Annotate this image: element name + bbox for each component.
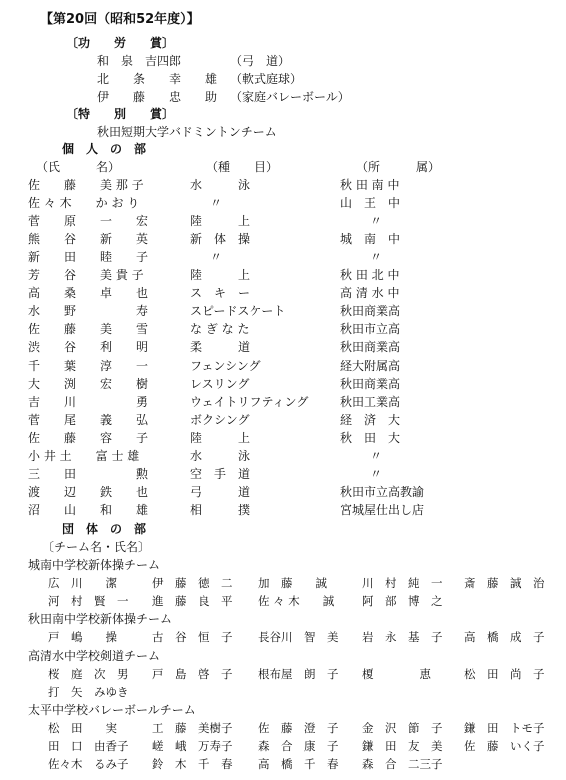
individual-affiliation: 〃 <box>370 448 383 463</box>
individual-event: 〃 <box>210 250 223 265</box>
team-member: 工 藤 美樹子 <box>152 720 233 735</box>
individual-name: 吉 川 勇 <box>28 394 149 409</box>
individual-name: 渋 谷 利 明 <box>28 340 149 355</box>
column-header-event: （種 目） <box>206 160 279 174</box>
individual-affiliation: 経大附属高 <box>340 358 401 373</box>
merit-note: （弓 道） <box>230 54 291 68</box>
merit-note: （軟式庭球） <box>230 72 303 86</box>
team-member: 斎 藤 誠 治 <box>464 576 545 591</box>
individual-affiliation: 宮城屋仕出し店 <box>340 502 425 517</box>
team-member: 古 谷 恒 子 <box>152 630 233 645</box>
team-member: 佐々木 るみ子 <box>48 757 129 772</box>
column-header-affiliation: （所 属） <box>356 160 441 174</box>
team-name: 高清水中学校剣道チーム <box>28 648 161 663</box>
merit-note: （家庭バレーボール） <box>230 90 350 104</box>
individual-affiliation: 秋田工業高 <box>340 394 401 409</box>
individual-name: 佐 藤 美 雪 <box>28 322 149 337</box>
team-member: 戸 嶋 操 <box>48 630 117 645</box>
column-header-name: （氏 名） <box>36 160 121 174</box>
individual-affiliation: 高 清 水 中 <box>340 286 400 301</box>
team-name: 太平中学校バレーボールチーム <box>28 702 196 717</box>
individual-event: 陸 上 <box>190 214 251 229</box>
team-member: 根布屋 朗 子 <box>258 666 339 681</box>
team-member: 加 藤 誠 <box>258 576 327 591</box>
individual-event: な ぎ な た <box>190 322 250 337</box>
individual-name: 佐 々 木 か お り <box>28 196 140 211</box>
special-award-heading: 〔特 別 賞〕 <box>66 107 175 121</box>
team-member: 金 沢 節 子 <box>362 720 443 735</box>
individual-name: 渡 辺 鉄 也 <box>28 484 149 499</box>
individual-name: 高 桑 卓 也 <box>28 286 149 301</box>
individual-event: ウェイトリフティング <box>190 394 309 409</box>
individual-name: 沼 山 和 雄 <box>28 502 149 517</box>
team-member: 川 村 純 一 <box>362 576 443 591</box>
team-member: 桜 庭 次 男 <box>48 666 129 681</box>
individual-affiliation: 秋 田 大 <box>340 430 401 445</box>
team-member: 松 田 実 <box>48 720 117 735</box>
team-name: 秋田南中学校新体操チーム <box>28 612 173 627</box>
individual-event: 陸 上 <box>190 268 251 283</box>
individual-name: 新 田 睦 子 <box>28 250 149 265</box>
individual-event: 水 泳 <box>190 178 251 192</box>
team-member: 高 橋 千 春 <box>258 757 339 772</box>
individual-event: 水 泳 <box>190 448 251 463</box>
individual-name: 菅 原 一 宏 <box>28 214 149 229</box>
team-member: 榎 恵 <box>362 666 431 681</box>
individual-name: 菅 尾 義 弘 <box>28 412 149 427</box>
team-member: 松 田 尚 子 <box>464 666 545 681</box>
team-member: 進 藤 良 平 <box>152 594 233 609</box>
merit-award-heading: 〔功 労 賞〕 <box>66 36 175 50</box>
team-member: 打 矢 みゆき <box>48 684 129 699</box>
individual-affiliation: 〃 <box>370 466 383 481</box>
individual-name: 佐 藤 美 那 子 <box>28 178 144 192</box>
team-member: 森 合 康 子 <box>258 739 339 753</box>
team-member: 森 合 二三子 <box>362 757 443 772</box>
individual-affiliation: 秋 田 北 中 <box>340 268 400 283</box>
team-member: 鎌 田 友 美 <box>362 739 443 753</box>
individual-affiliation: 山 王 中 <box>340 196 401 211</box>
individual-event: 空 手 道 <box>190 466 251 481</box>
individual-affiliation: 秋田商業高 <box>340 340 401 355</box>
group-column-header: 〔チーム名・氏名〕 <box>42 540 151 554</box>
individual-event: ボクシング <box>190 412 250 427</box>
team-member: 戸 島 啓 子 <box>152 666 233 681</box>
merit-name: 北 条 幸 雄 <box>97 72 218 86</box>
individual-name: 大 渕 宏 樹 <box>28 376 149 391</box>
individual-event: フェンシング <box>190 358 261 373</box>
individual-affiliation: 秋田商業高 <box>340 304 401 319</box>
individual-event: 陸 上 <box>190 430 251 445</box>
merit-name: 伊 藤 忠 助 <box>97 90 218 104</box>
team-member: 佐 藤 澄 子 <box>258 720 339 735</box>
individual-event: 相 撲 <box>190 502 251 517</box>
team-member: 阿 部 博 之 <box>362 594 443 609</box>
group-section-heading: 団 体 の 部 <box>62 522 147 536</box>
team-member: 佐 藤 いく子 <box>464 739 545 753</box>
individual-name: 熊 谷 新 英 <box>28 232 149 247</box>
individual-name: 芳 谷 美 貴 子 <box>28 268 144 283</box>
team-member: 河 村 賢 一 <box>48 594 129 609</box>
team-member: 広 川 潔 <box>48 576 117 591</box>
team-member: 鈴 木 千 春 <box>152 757 233 772</box>
individual-affiliation: 〃 <box>370 250 383 265</box>
individual-name: 千 葉 淳 一 <box>28 358 149 373</box>
team-member: 岩 永 基 子 <box>362 630 443 645</box>
individual-section-heading: 個 人 の 部 <box>62 142 147 156</box>
individual-event: 〃 <box>210 196 223 211</box>
team-member: 嵯 峨 万寿子 <box>152 739 233 753</box>
individual-affiliation: 〃 <box>370 214 383 229</box>
merit-name: 和 泉 吉四郎 <box>97 54 182 68</box>
individual-affiliation: 経 済 大 <box>340 412 401 427</box>
team-member: 伊 藤 徳 二 <box>152 576 233 591</box>
team-member: 佐 々 木 誠 <box>258 594 335 609</box>
individual-affiliation: 秋田市立高 <box>340 322 401 337</box>
individual-affiliation: 城 南 中 <box>340 232 401 247</box>
individual-affiliation: 秋田市立高教諭 <box>340 484 425 499</box>
individual-name: 水 野 寿 <box>28 304 149 319</box>
special-award-winner: 秋田短期大学バドミントンチーム <box>97 125 277 139</box>
team-member: 田 口 由香子 <box>48 739 129 753</box>
individual-name: 三 田 勲 <box>28 466 149 481</box>
individual-affiliation: 秋 田 南 中 <box>340 178 400 192</box>
individual-event: スピードスケート <box>190 304 286 319</box>
individual-event: ス キ ー <box>190 286 251 301</box>
page-title: 【第20回（昭和52年度）】 <box>40 12 200 27</box>
team-member: 高 橋 成 子 <box>464 630 545 645</box>
team-name: 城南中学校新体操チーム <box>28 558 161 572</box>
individual-event: 弓 道 <box>190 484 251 499</box>
individual-event: 柔 道 <box>190 340 251 355</box>
team-member: 鎌 田 トモ子 <box>464 720 545 735</box>
team-member: 長谷川 智 美 <box>258 630 339 645</box>
individual-event: 新 体 操 <box>190 232 251 247</box>
individual-event: レスリング <box>190 376 250 391</box>
individual-name: 小 井 土 富 士 雄 <box>28 448 140 463</box>
individual-name: 佐 藤 容 子 <box>28 430 149 445</box>
individual-affiliation: 秋田商業高 <box>340 376 401 391</box>
